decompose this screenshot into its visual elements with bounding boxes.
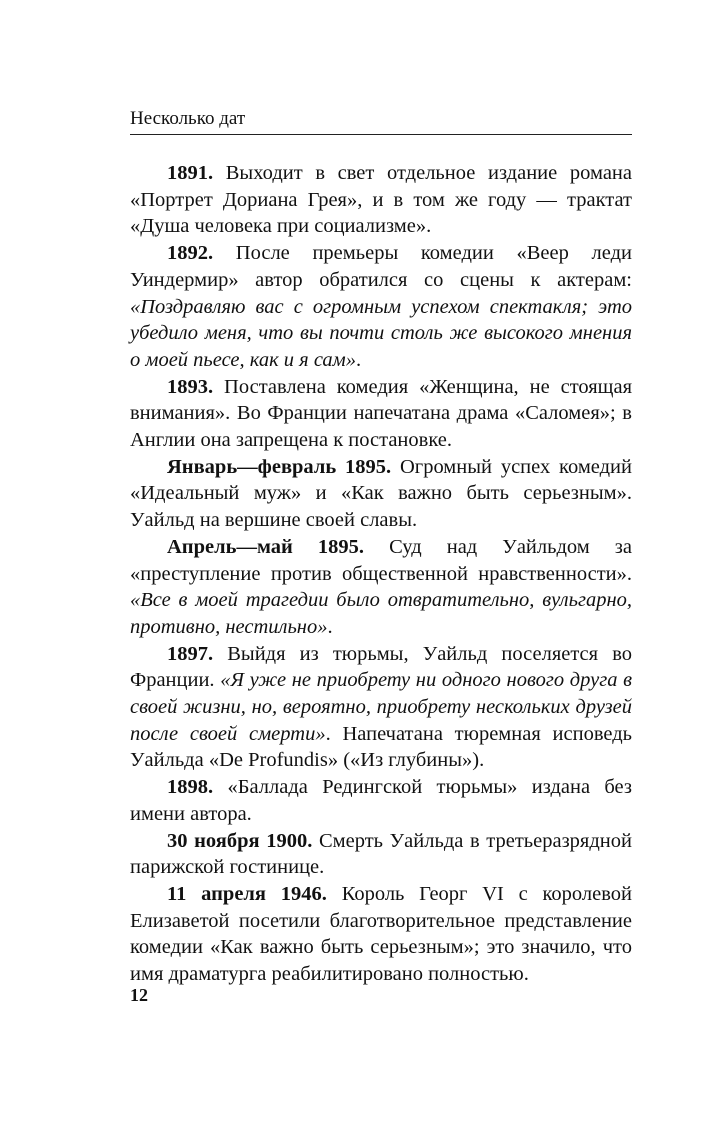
entry-text: Выходит в свет отдельное издание романа «Портрет Дориана Грея», и в том же году — трактат «Душа человека при социализме». bbox=[130, 162, 632, 238]
entry-date: 1893. bbox=[167, 375, 214, 398]
entry-text: Поставлена комедия «Женщина, не стоящая внимания». Во Франции напечатана драма «Саломея»; в Англии она запрещена к постановке. bbox=[130, 375, 632, 452]
entry-date: 1898. bbox=[167, 776, 214, 799]
entry-text: Суд над Уайльдом за «преступление против общественной нравственности». bbox=[130, 535, 632, 585]
entry-quote: «Я уже не приобрету ни одного нового друга в своей жизни, но, вероятно, приобрету нескольких друзей после своей смерти» bbox=[130, 669, 632, 745]
entry-text-after: . Напечатана тюремная исповедь Уайльда «De Profundis» («Из глубины»). bbox=[130, 722, 632, 772]
entry-1891 bbox=[130, 160, 632, 240]
chronology-text bbox=[130, 160, 632, 988]
entry-date: 1892. bbox=[167, 242, 214, 265]
entry-date: Январь—февраль 1895. bbox=[167, 455, 392, 478]
entry-date: 1891. bbox=[167, 162, 214, 184]
entry-1892 bbox=[130, 240, 632, 374]
entry-quote: «Поздравляю вас с огромным успехом спектакля; это убедило меня, что вы почти столь же высокого мнения о моей пьесе, как и я сам» bbox=[130, 295, 632, 371]
page-number: 12 bbox=[130, 985, 148, 1005]
entry-text: Выйдя из тюрьмы, Уайльд поселяется во Франции. bbox=[130, 642, 632, 692]
entry-1897 bbox=[130, 641, 632, 775]
entry-apr-may-1895 bbox=[130, 534, 632, 641]
entry-date: Апрель—май 1895. bbox=[167, 535, 365, 558]
running-head: Несколько дат bbox=[130, 108, 632, 135]
entry-text-after: . bbox=[356, 348, 362, 371]
entry-1898 bbox=[130, 774, 632, 827]
entry-1900 bbox=[130, 828, 632, 881]
entry-1946 bbox=[130, 881, 632, 988]
entry-text: Огромный успех комедий «Идеальный муж» и «Как важно быть серьезным». Уайльд на вершине своей славы. bbox=[130, 455, 632, 532]
entry-date: 30 ноября 1900. bbox=[167, 829, 313, 852]
entry-jan-feb-1895 bbox=[130, 454, 632, 534]
entry-text: «Баллада Редингской тюрьмы» издана без имени автора. bbox=[130, 776, 632, 825]
entry-text: Король Георг VI с королевой Елизаветой посетили благотворительное представление комедии «Как важно быть серьезным»; это значило, что имя драматурга реабилитировано полностью. bbox=[130, 882, 632, 986]
entry-text: Смерть Уайльда в третьеразрядной парижской гостинице. bbox=[130, 829, 632, 879]
entry-quote: «Все в моей трагедии было отвратительно, вульгарно, противно, нестильно» bbox=[130, 589, 632, 638]
entry-1893 bbox=[130, 374, 632, 454]
entry-date: 11 апреля 1946. bbox=[167, 882, 327, 905]
entry-text: После премьеры комедии «Веер леди Уиндермир» автор обратился со сцены к актерам: bbox=[130, 242, 632, 291]
entry-date: 1897. bbox=[167, 642, 214, 665]
entry-text-after: . bbox=[327, 615, 333, 638]
